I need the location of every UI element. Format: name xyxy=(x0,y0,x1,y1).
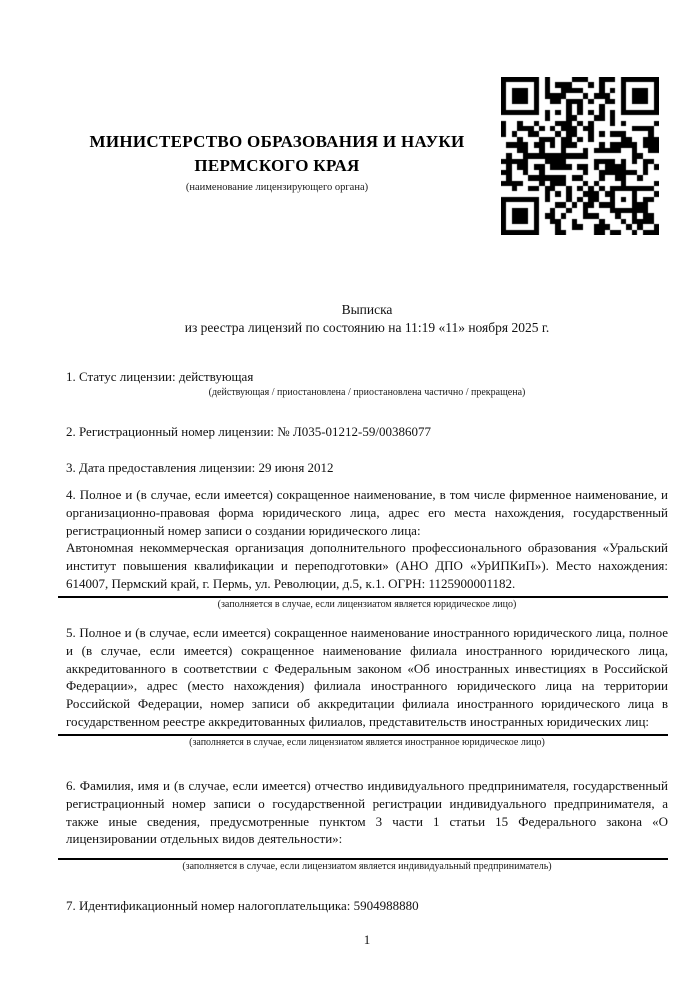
legal-entity-caption: (заполняется в случае, если лицензиатом является юридическое лицо) xyxy=(217,598,517,610)
ministry-caption: (наименование лицензирующего органа) xyxy=(185,182,369,193)
qr-code xyxy=(501,77,659,235)
license-status-caption: (действующая / приостановлена / приостановлена частично / прекращена) xyxy=(208,386,526,398)
extract-subtitle: из реестра лицензий по состоянию на 11:19 «11» ноября 2025 г. xyxy=(184,320,550,335)
legal-entity-value: Автономная некоммерческая организация дополнительного профессионального образования «Уральский институт повышения квалификации и переподготовки» (АНО ДПО «УрИПКиП»). Место нахождения: 614007, Пермский край, г. Пермь, ул. Революции, д.5, к.1. ОГРН: 1125900001182. xyxy=(66,540,668,591)
individual-entrepreneur-label: 6. Фамилия, имя и (в случае, если имеется) отчество индивидуального предпринимателя, государственный регистрационный номер записи о государственной регистрации индивидуального предпринимателя, а также иные сведения, предусмотренные пунктом 3 части 1 статьи 15 Федерального закона «О лицензировании отдельных видов деятельности»: xyxy=(66,778,668,847)
qr-code-canvas xyxy=(501,77,659,235)
foreign-entity-caption: (заполняется в случае, если лицензиатом является иностранное юридическое лицо) xyxy=(189,736,545,748)
individual-entrepreneur-caption: (заполняется в случае, если лицензиатом является индивидуальный предприниматель) xyxy=(182,861,552,873)
extract-title-block xyxy=(66,301,668,337)
item-license-status xyxy=(66,368,668,399)
item-taxpayer-number xyxy=(66,897,668,915)
registration-number-text: 2. Регистрационный номер лицензии: № Л035-01212-59/00386077 xyxy=(66,424,432,439)
item-foreign-entity xyxy=(66,624,668,749)
page-footer-number: 1 xyxy=(363,932,371,947)
item-legal-entity xyxy=(66,486,668,611)
item-registration-number xyxy=(66,423,668,441)
taxpayer-number-text: 7. Идентификационный номер налогоплательщика: 5904988880 xyxy=(66,898,419,913)
ministry-header xyxy=(66,130,488,194)
extract-title: Выписка xyxy=(341,302,393,317)
ministry-name-line2: ПЕРМСКОГО КРАЯ xyxy=(194,156,360,175)
ministry-name-line1: МИНИСТЕРСТВО ОБРАЗОВАНИЯ И НАУКИ xyxy=(89,132,465,151)
item-license-date xyxy=(66,459,668,477)
item-individual-entrepreneur xyxy=(66,777,668,873)
foreign-entity-label: 5. Полное и (в случае, если имеется) сокращенное наименование иностранного юридического лица, полное и (в случае, если имеется) сокращенное наименование филиала иностранного юридического лица, аккредитованного в соответствии с Федеральным законом «Об иностранных инвестициях в Российской Федерации», адрес (место нахождения) филиала иностранного юридического лица на территории Российской Федерации, номер записи об аккредитации филиала иностранного юридического лица в государственном реестре аккредитованных филиалов, представительств иностранных юридических лиц: xyxy=(66,625,668,729)
license-status-text: 1. Статус лицензии: действующая xyxy=(66,369,254,384)
legal-entity-label: 4. Полное и (в случае, если имеется) сокращенное наименование, в том числе фирменное наименование, и организационно-правовая форма юридического лица, адрес его места нахождения, государственный регистрационный номер записи о создании юридического лица: xyxy=(66,487,668,538)
license-date-text: 3. Дата предоставления лицензии: 29 июня 2012 xyxy=(66,460,334,475)
